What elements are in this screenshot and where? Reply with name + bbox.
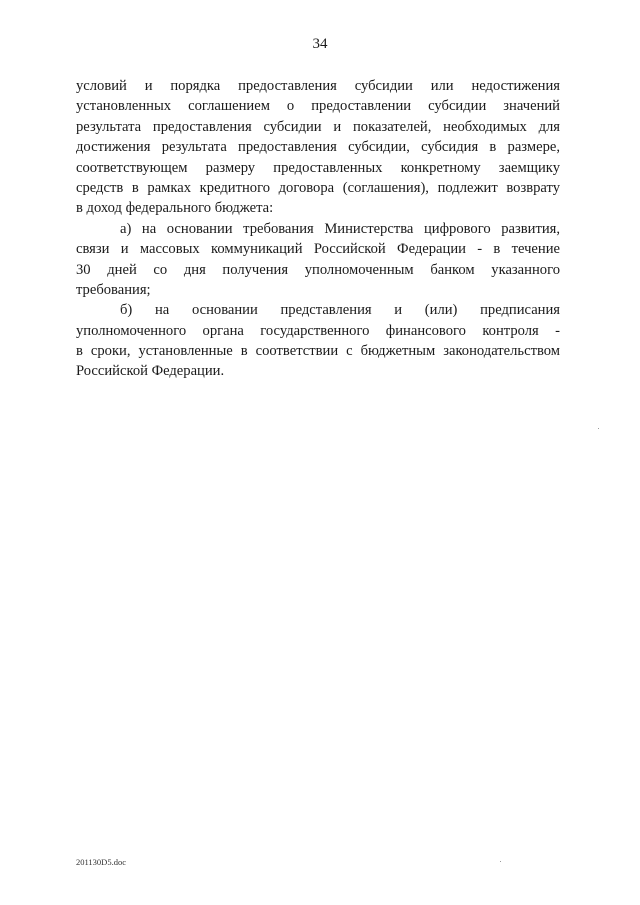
text-line: средств в рамках кредитного договора (соглашения), подлежит возврату <box>76 179 560 196</box>
item-a <box>76 219 560 301</box>
text-line: результата предоставления субсидии и показателей, необходимых для <box>76 118 560 135</box>
text-line: достижения результата предоставления субсидии, субсидия в размере, <box>76 139 560 156</box>
text-line: Российской Федерации. <box>76 363 225 380</box>
text-line: 30 дней со дня получения уполномоченным банком указанного <box>76 261 560 278</box>
text-line: б) на основании представления и (или) предписания <box>120 302 560 319</box>
text-line: в сроки, установленные в соответствии с бюджетным законодательством <box>76 343 560 360</box>
item-b <box>76 300 560 382</box>
text-line: требования; <box>76 281 151 298</box>
text-line: а) на основании требования Министерства цифрового развития, <box>120 220 560 237</box>
scan-speck <box>598 428 599 429</box>
text-line: соответствующем размеру предоставленных конкретному заемщику <box>76 159 560 176</box>
text-line: в доход федерального бюджета: <box>76 200 274 217</box>
paragraph-main <box>76 76 560 219</box>
scan-speck <box>500 861 501 862</box>
text-line: уполномоченного органа государственного финансового контроля - <box>76 322 560 339</box>
footer-doc-code: 201130D5.doc <box>76 857 126 867</box>
page-number: 34 <box>312 36 328 52</box>
document-body <box>76 76 560 382</box>
text-line: условий и порядка предоставления субсидии или недостижения <box>76 78 560 94</box>
text-line: установленных соглашением о предоставлении субсидии значений <box>76 98 560 115</box>
text-line: связи и массовых коммуникаций Российской Федерации - в течение <box>76 241 560 258</box>
